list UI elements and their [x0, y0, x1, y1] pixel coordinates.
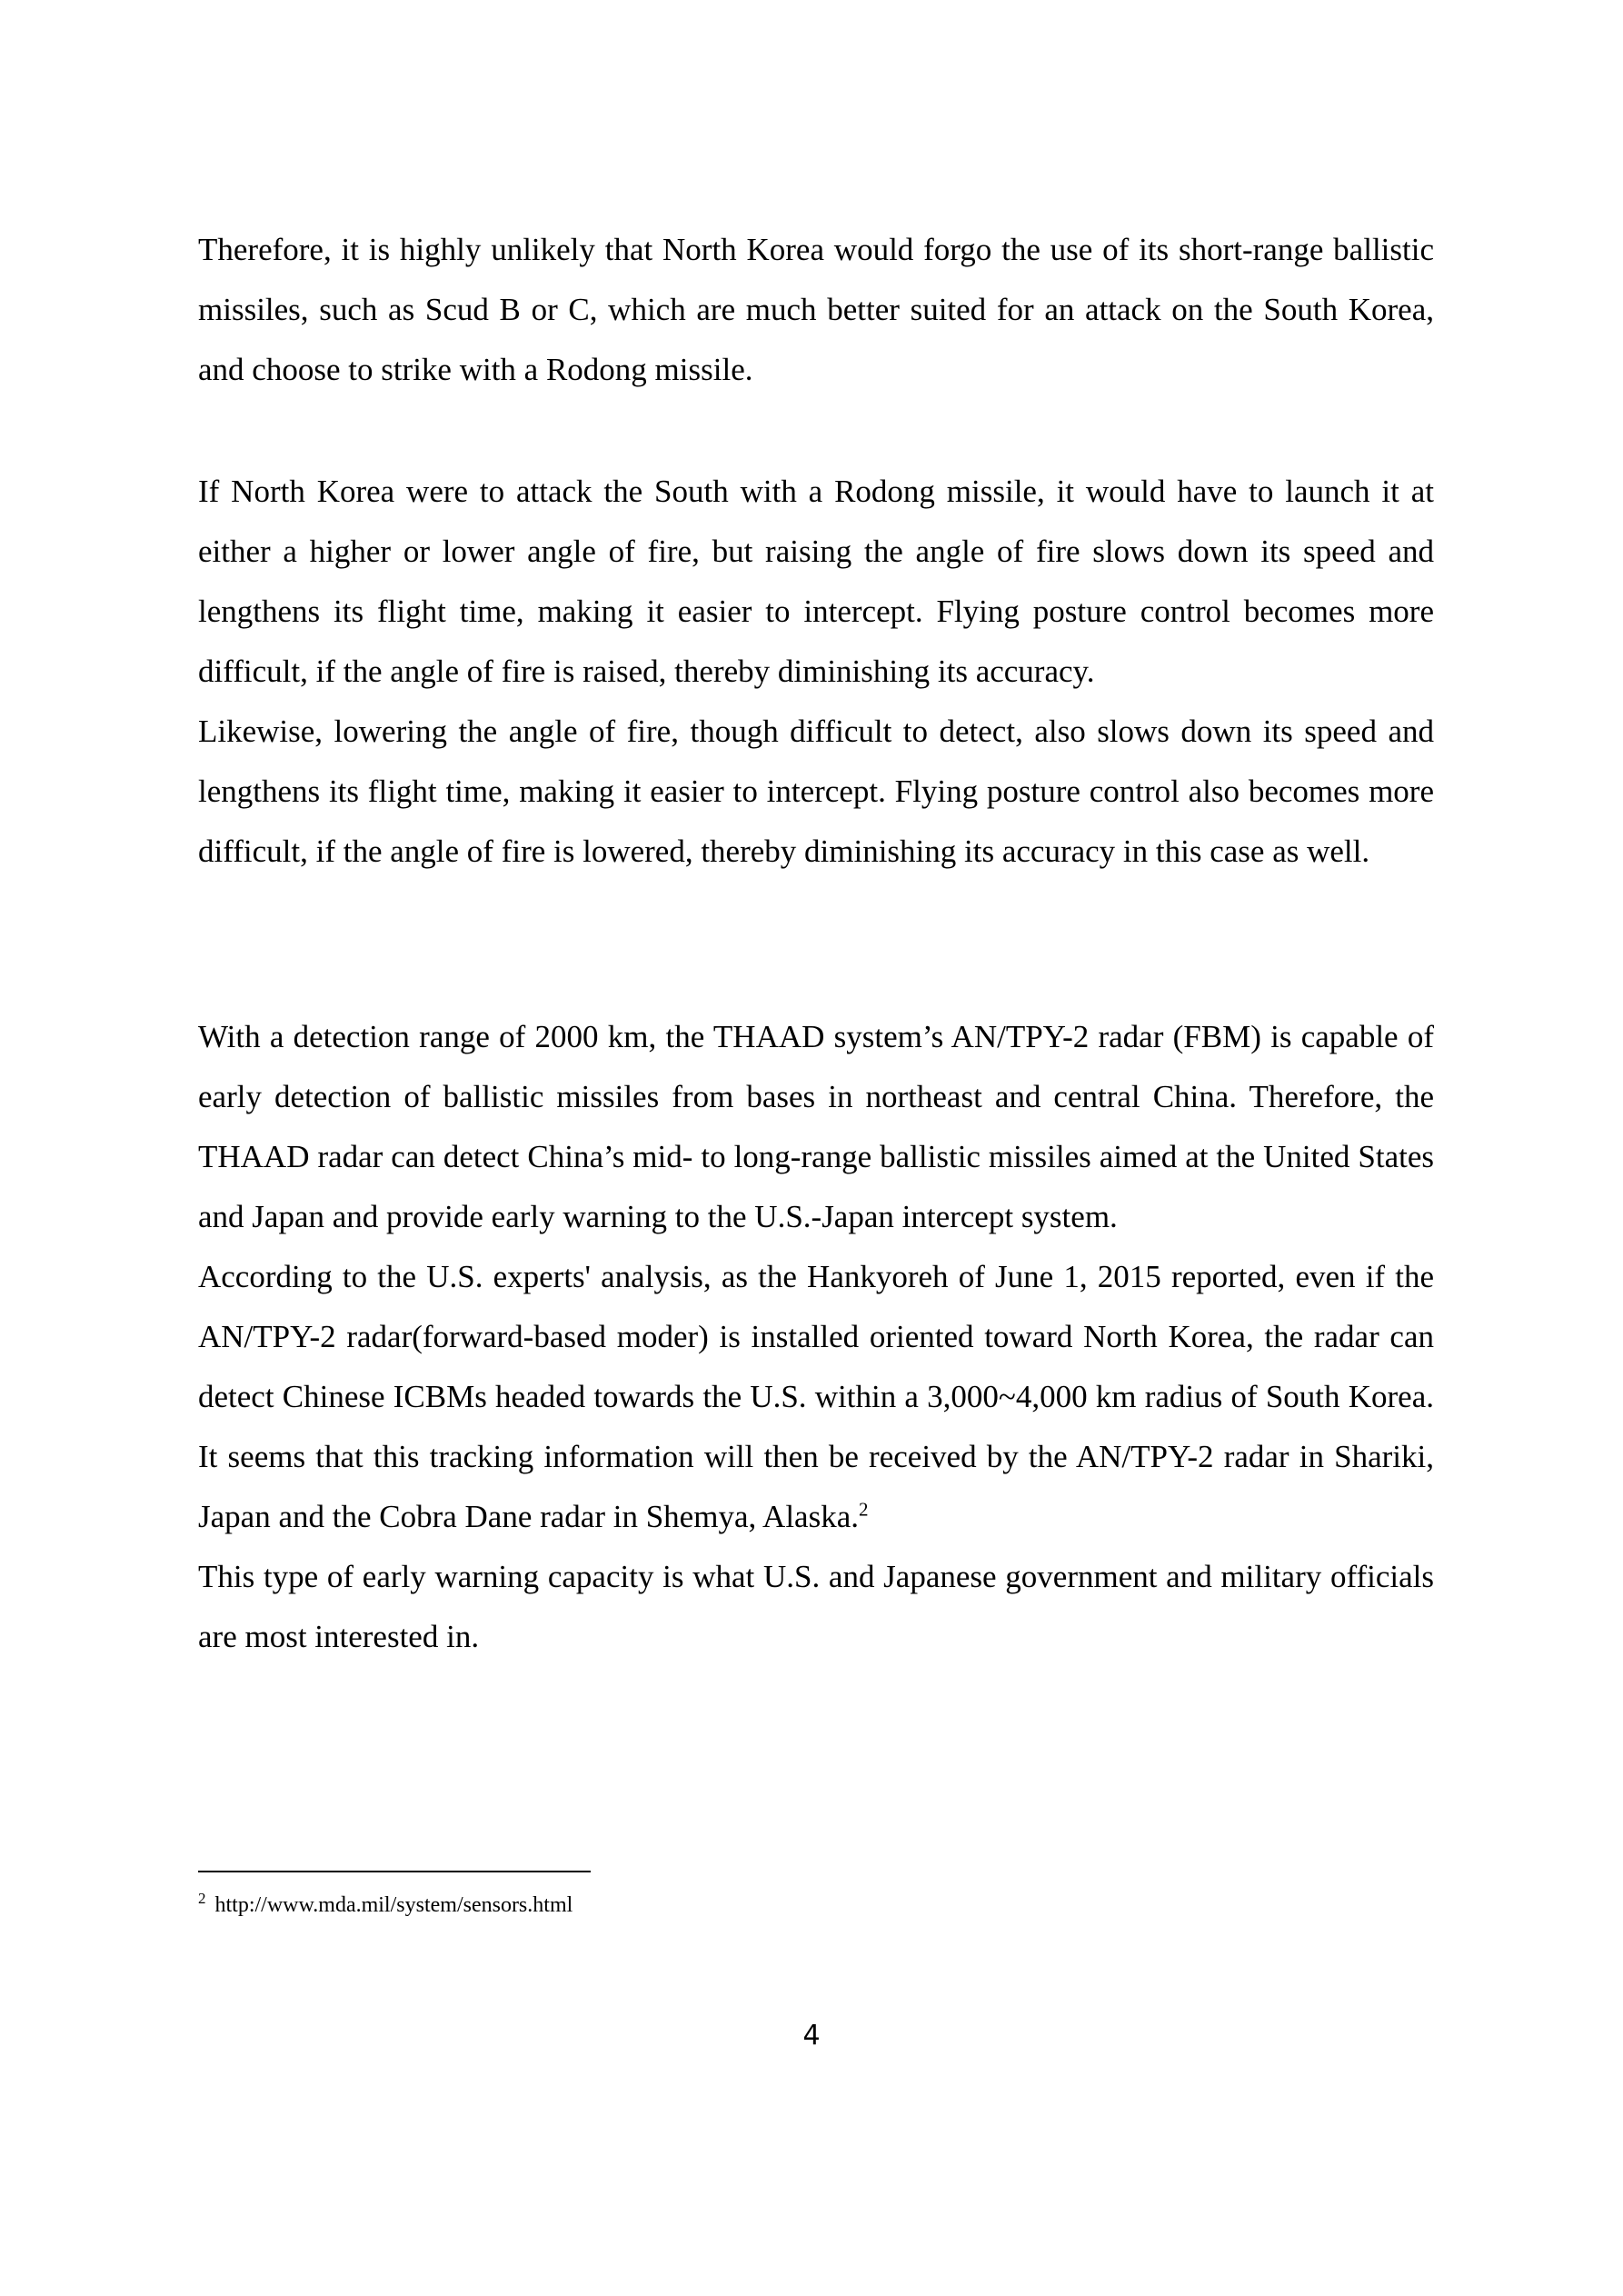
paragraph-3: Likewise, lowering the angle of fire, though difficult to detect, also slows down its speed and lengthens its flight time, making it easier to intercept. Flying posture control also becomes more difficult, if the angle of fire is lowered, thereby diminishing its accuracy in this case as well. — [198, 714, 1434, 869]
paragraph-1: Therefore, it is highly unlikely that North Korea would forgo the use of its short-range ballistic missiles, such as Scud B or C, which are much better suited for an attack on the South Korea, and choose to strike with a Rodong missile. — [198, 232, 1434, 387]
paragraph-4: With a detection range of 2000 km, the THAAD system’s AN/TPY-2 radar (FBM) is capable of early detection of ballistic missiles from bases in northeast and central China. Therefore, the THAAD radar can detect China’s mid- to long-range ballistic missiles aimed at the United States and Japan and provide early warning to the U.S.-Japan intercept system. — [198, 1019, 1434, 1234]
footnote — [198, 1891, 573, 1920]
paragraph-5 — [198, 1247, 1434, 1547]
paragraph-group — [198, 462, 1434, 882]
footnote-number: 2 — [198, 1890, 206, 1907]
paragraph-2: If North Korea were to attack the South with a Rodong missile, it would have to launch it at either a higher or lower angle of fire, but raising the angle of fire slows down its speed and lengthens its flight time, making it easier to intercept. Flying posture control becomes more difficult, if the angle of fire is raised, thereby diminishing its accuracy. — [198, 474, 1434, 689]
paragraph-6: This type of early warning capacity is what U.S. and Japanese government and military officials are most interested in. — [198, 1559, 1434, 1654]
paragraph-group — [198, 1007, 1434, 1667]
paragraph-group — [198, 220, 1434, 400]
paragraph-5-text: According to the U.S. experts' analysis, as the Hankyoreh of June 1, 2015 reported, even if the AN/TPY-2 radar(forward-based moder) is installed oriented toward North Korea, the radar can detect Chinese ICBMs headed towards the U.S. within a 3,000~4,000 km radius of South Korea. It seems that this tracking information will then be received by the AN/TPY-2 radar in Shariki, Japan and the Cobra Dane radar in Shemya, Alaska. — [198, 1259, 1434, 1534]
footnote-divider — [198, 1871, 591, 1872]
footnote-link[interactable]: http://www.mda.mil/system/sensors.html — [214, 1893, 573, 1917]
page-number: 4 — [802, 2020, 821, 2051]
footnote-reference[interactable]: 2 — [859, 1498, 869, 1521]
